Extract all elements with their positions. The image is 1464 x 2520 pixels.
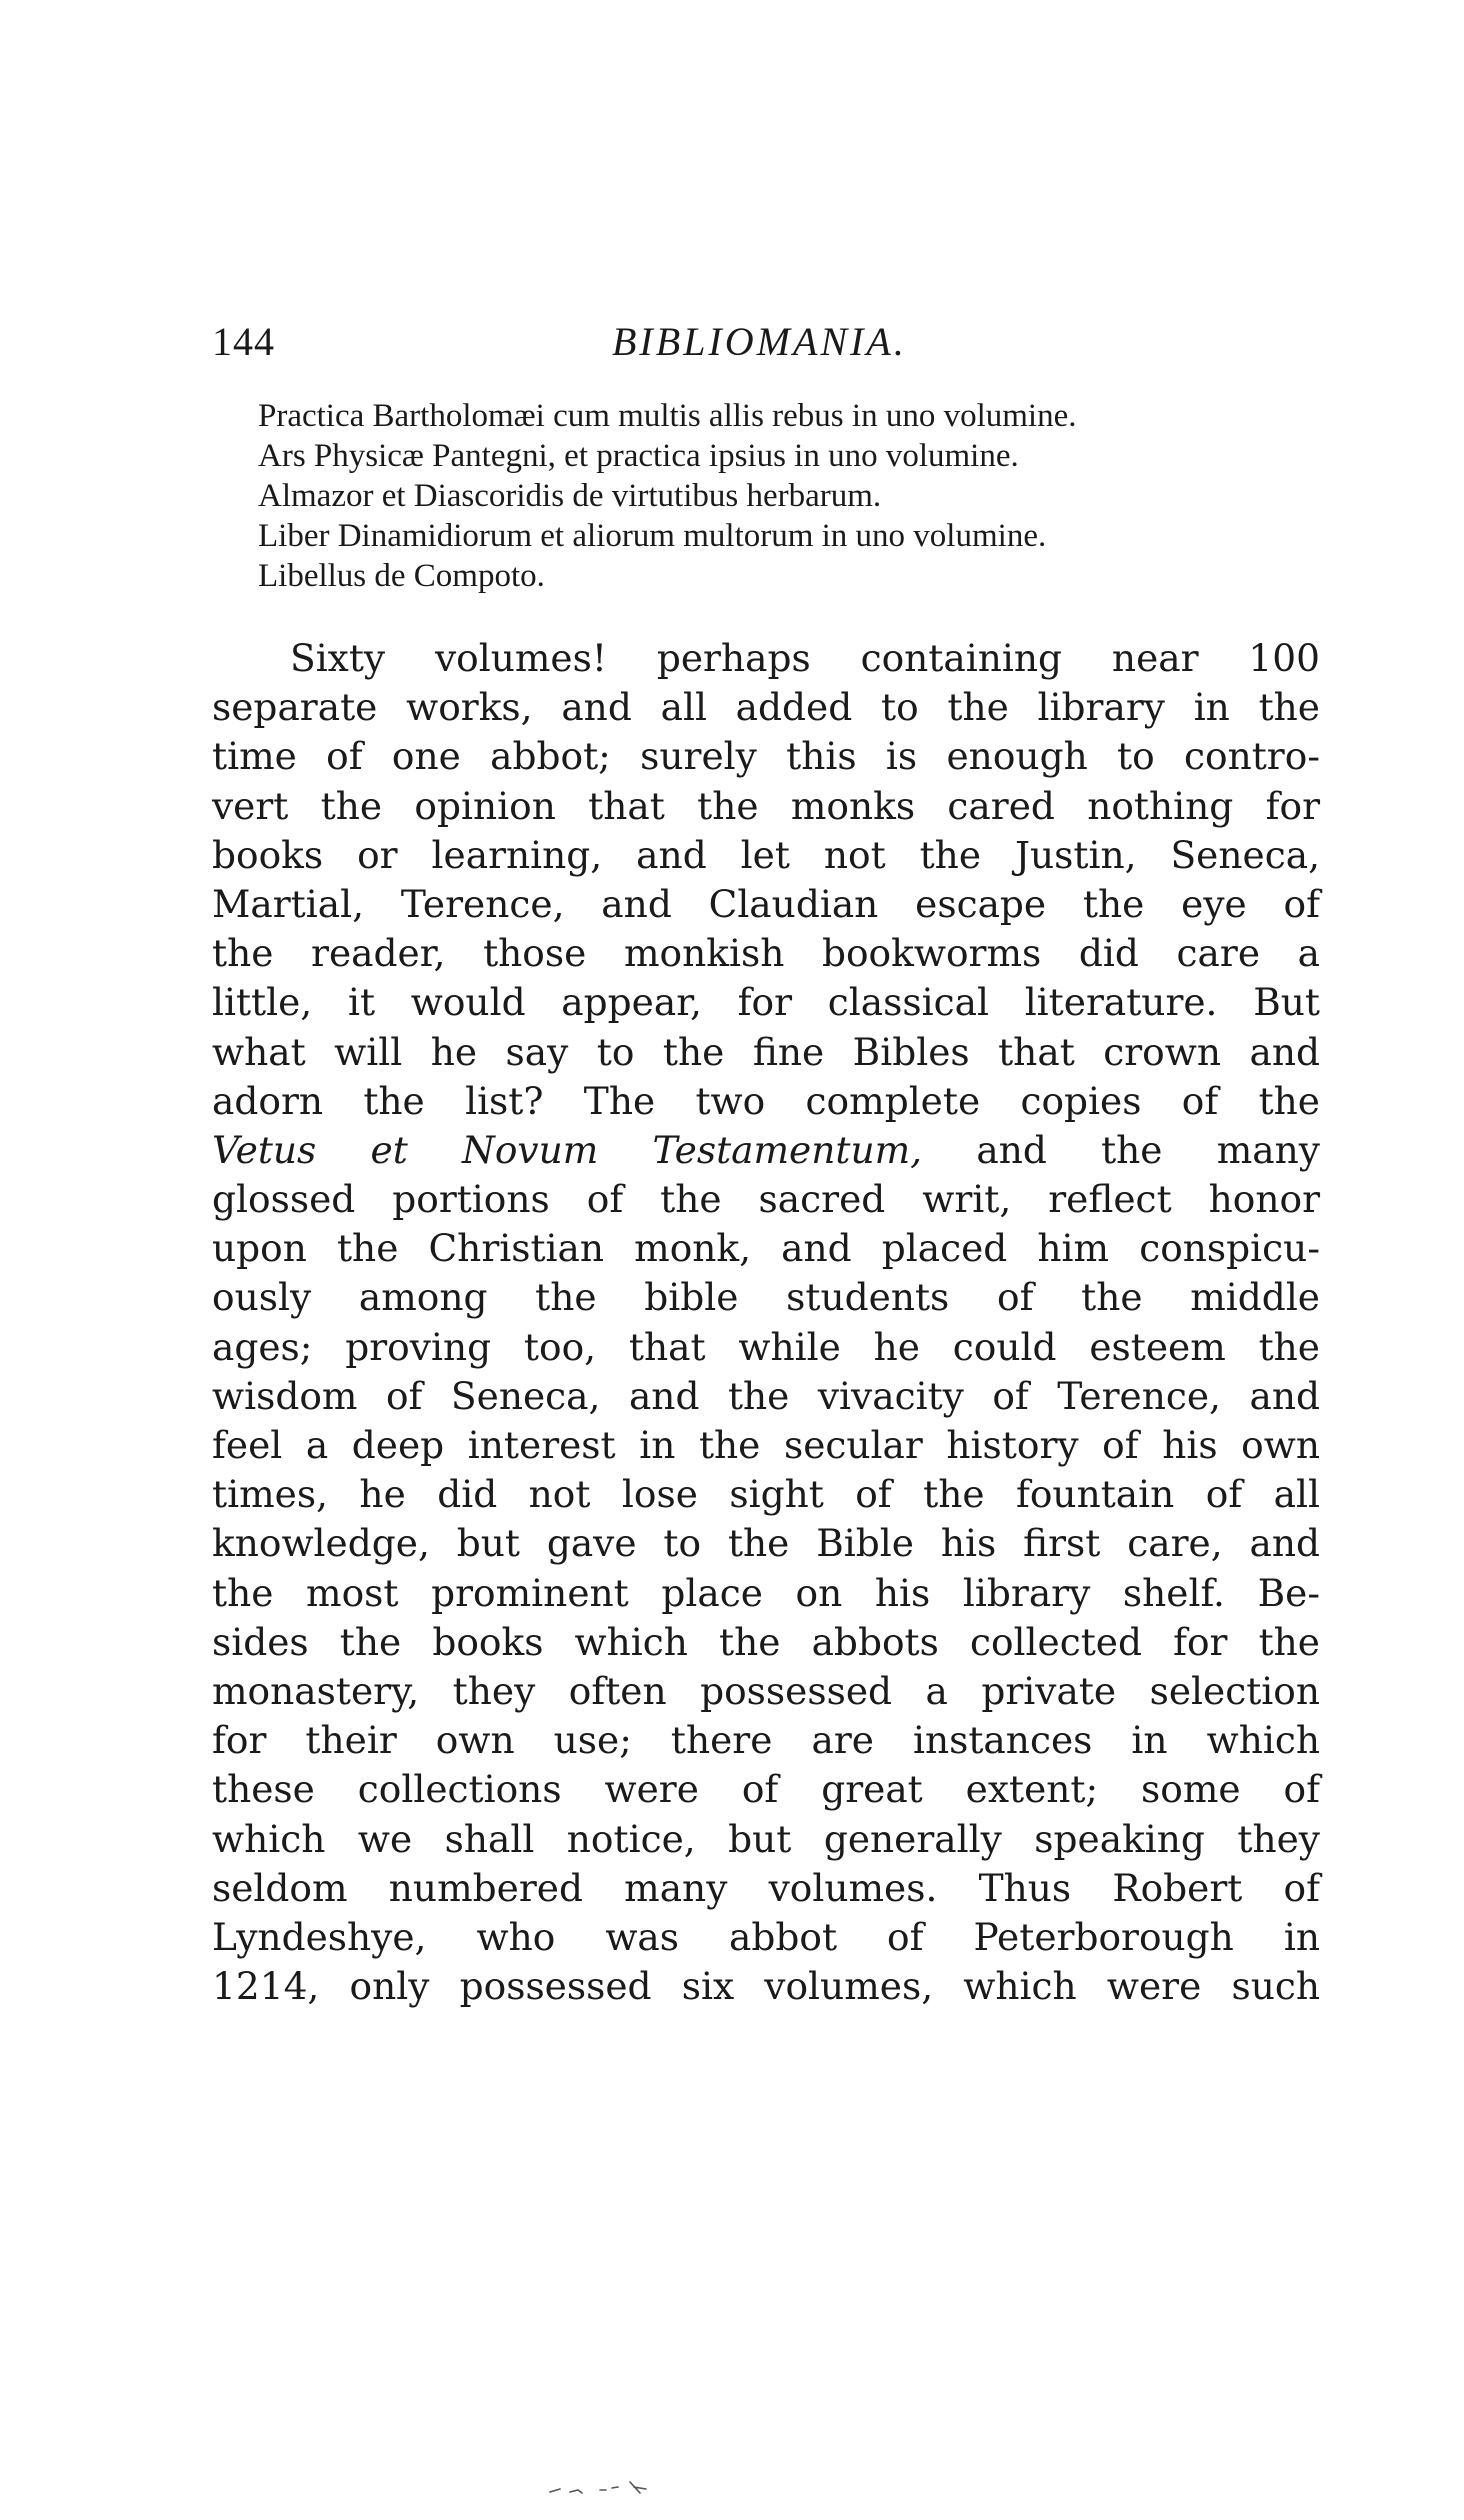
catalogue-entry: Libellus de Compoto. bbox=[258, 558, 545, 594]
text-line-rest: and the many bbox=[922, 1127, 1320, 1172]
text-line: time of one abbot; surely this is enough to contro- bbox=[212, 734, 1320, 779]
text-line: what will he say to the fine Bibles that crown and bbox=[212, 1029, 1320, 1074]
ink-smudge-mark bbox=[548, 2478, 658, 2498]
text-line: books or learning, and let not the Justin, Seneca, bbox=[212, 832, 1320, 877]
catalogue-list bbox=[258, 396, 1338, 596]
text-line: sides the books which the abbots collected for the bbox=[212, 1619, 1320, 1664]
text-line: for their own use; there are instances in which bbox=[212, 1718, 1320, 1763]
text-line: seldom numbered many volumes. Thus Robert of bbox=[212, 1865, 1320, 1910]
catalogue-entry: Liber Dinamidiorum et aliorum multorum in uno volumine. bbox=[258, 518, 1047, 554]
text-line: knowledge, but gave to the Bible his first care, and bbox=[212, 1521, 1320, 1566]
text-line: which we shall notice, but generally speaking they bbox=[212, 1816, 1320, 1861]
text-line: monastery, they often possessed a private selection bbox=[212, 1668, 1320, 1713]
text-line: Lyndeshye, who was abbot of Peterborough in bbox=[212, 1914, 1320, 1959]
text-line: wisdom of Seneca, and the vivacity of Terence, and bbox=[212, 1373, 1320, 1418]
text-line: these collections were of great extent; some of bbox=[212, 1767, 1320, 1812]
text-line: separate works, and all added to the library in the bbox=[212, 685, 1320, 730]
text-line: ously among the bible students of the middle bbox=[212, 1275, 1320, 1320]
text-line: adorn the list? The two complete copies of the bbox=[212, 1078, 1320, 1123]
text-line-with-italic bbox=[212, 1126, 1320, 1175]
text-line: Martial, Terence, and Claudian escape the eye of bbox=[212, 881, 1320, 926]
italic-title: Vetus et Novum Testamentum, bbox=[212, 1127, 923, 1172]
text-line: vert the opinion that the monks cared nothing for bbox=[212, 783, 1320, 828]
text-line: feel a deep interest in the secular history of his own bbox=[212, 1423, 1320, 1467]
catalogue-entry: Almazor et Diascoridis de virtutibus herbarum. bbox=[258, 478, 882, 514]
text-line: upon the Christian monk, and placed him conspicu- bbox=[212, 1226, 1320, 1271]
text-line: the most prominent place on his library shelf. Be- bbox=[212, 1570, 1320, 1615]
text-line: glossed portions of the sacred writ, reflect honor bbox=[212, 1177, 1320, 1222]
text-line: little, it would appear, for classical literature. But bbox=[212, 980, 1320, 1025]
page-header bbox=[212, 318, 1332, 378]
catalogue-entry: Ars Physicæ Pantegni, et practica ipsius in uno volumine. bbox=[258, 438, 1019, 474]
text-line: the reader, those monkish bookworms did care a bbox=[212, 931, 1320, 976]
catalogue-entry: Practica Bartholomæi cum multis allis rebus in uno volumine. bbox=[258, 398, 1077, 434]
text-line: Sixty volumes! perhaps containing near 100 bbox=[290, 636, 1320, 680]
text-line: 1214, only possessed six volumes, which were such bbox=[212, 1964, 1320, 2009]
page-number: 144 bbox=[212, 319, 275, 364]
text-line: ages; proving too, that while he could esteem the bbox=[212, 1324, 1320, 1369]
body-paragraph bbox=[212, 634, 1320, 2011]
text-line: times, he did not lose sight of the fountain of all bbox=[212, 1472, 1320, 1517]
running-title: BIBLIOMANIA. bbox=[612, 319, 907, 364]
